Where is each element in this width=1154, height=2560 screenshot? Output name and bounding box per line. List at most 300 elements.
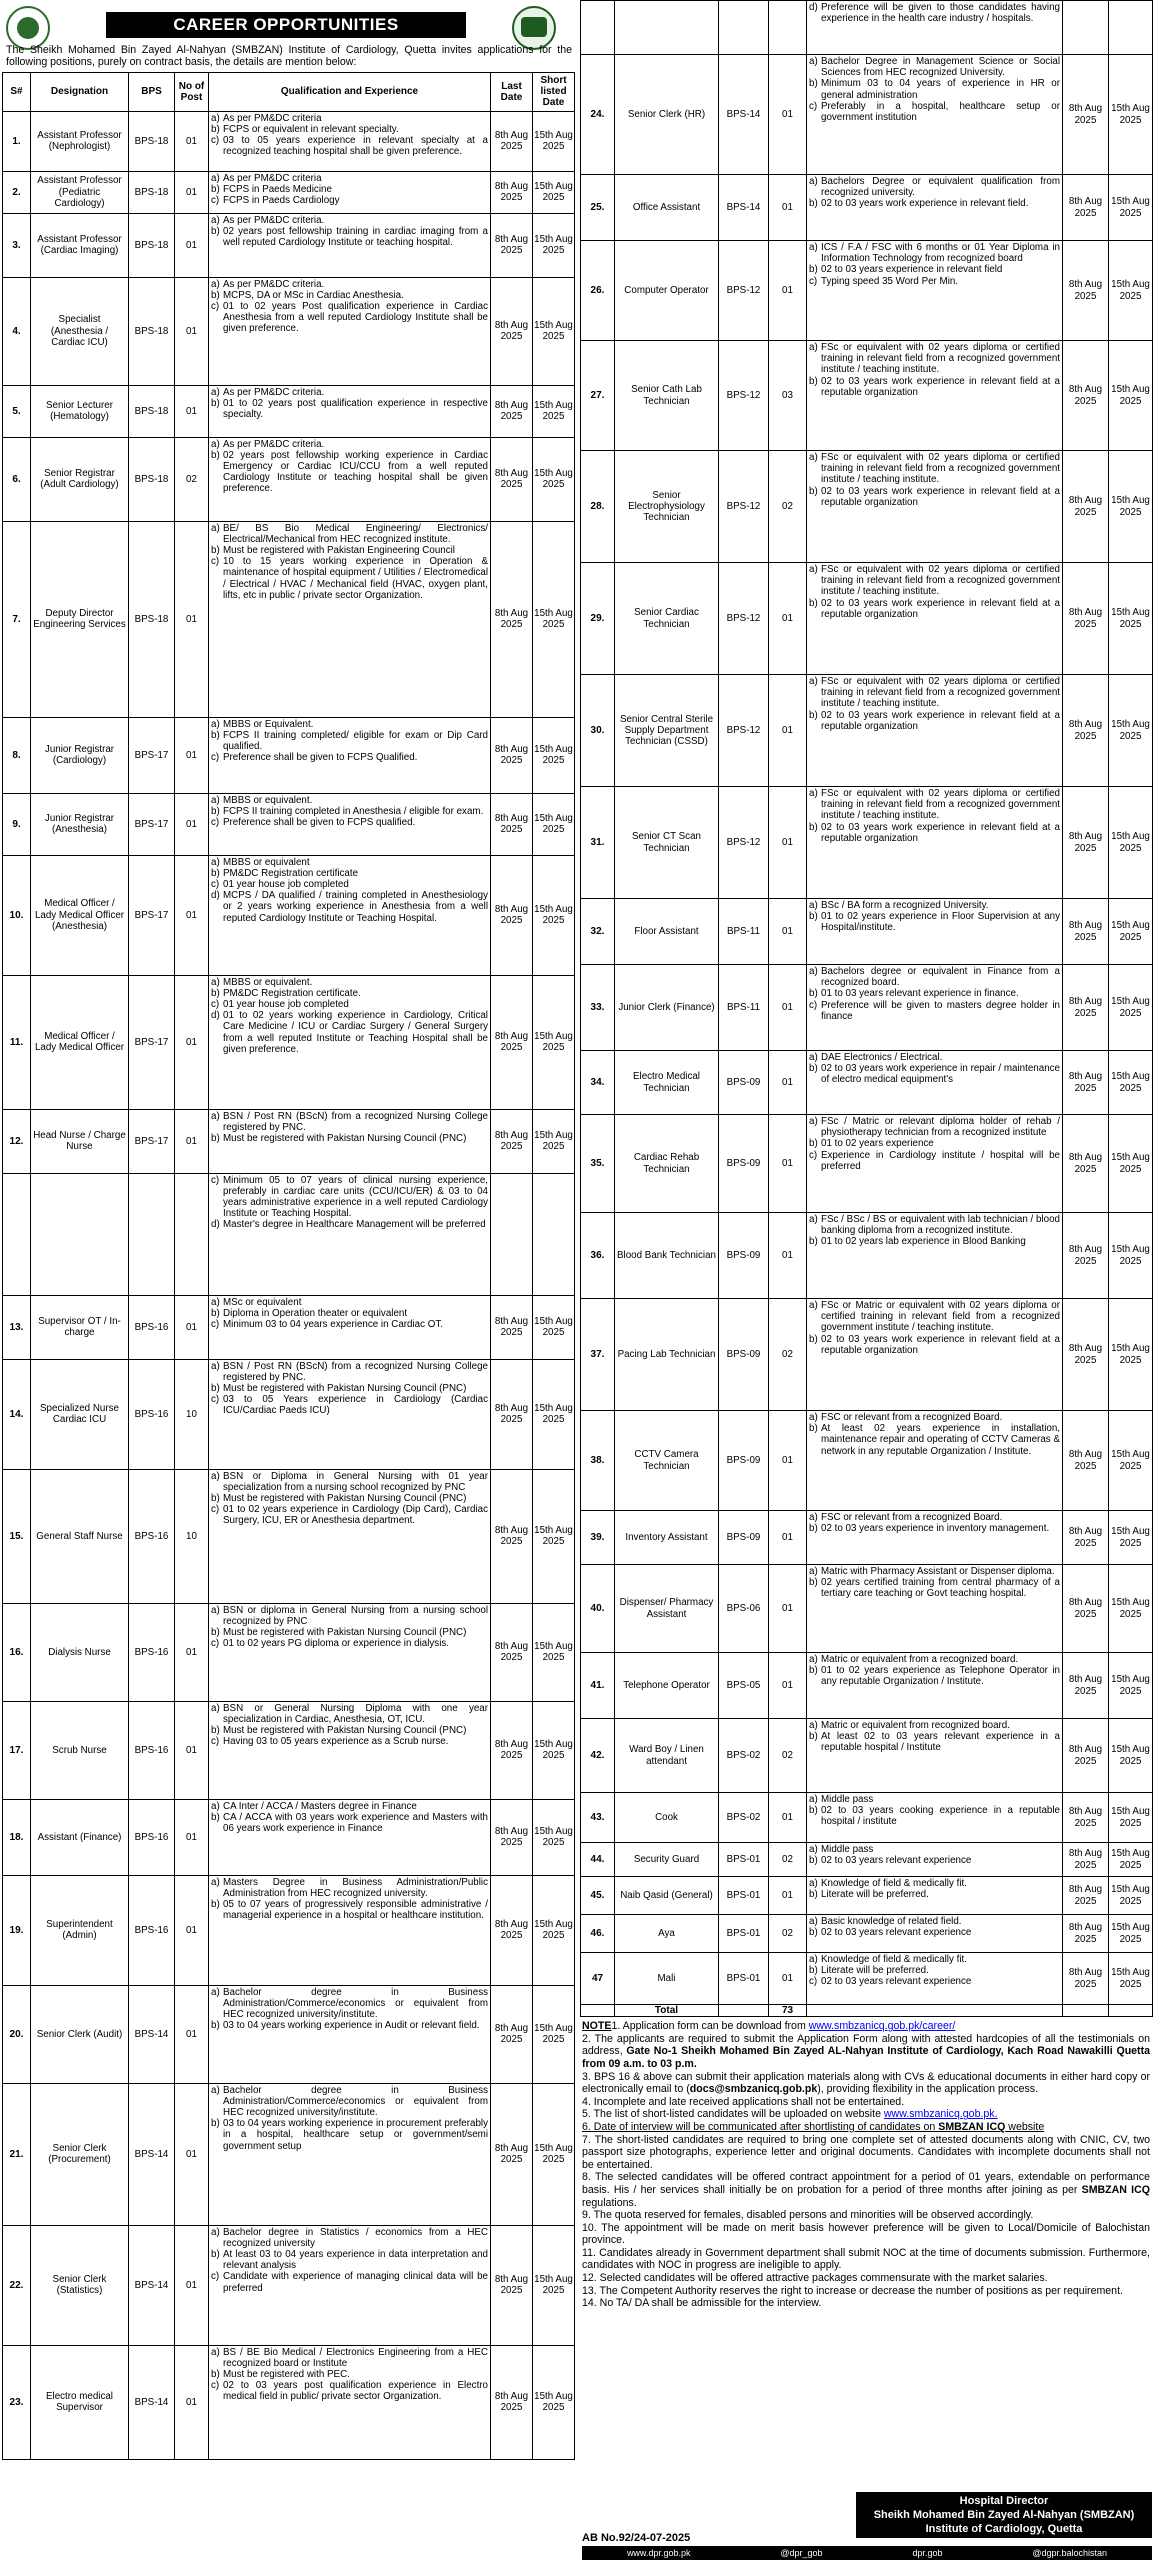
footer-facebook[interactable]: @dgpr.balochistan bbox=[1032, 2548, 1108, 2558]
jobs-table-body bbox=[581, 1, 1153, 2005]
qualification-item bbox=[809, 564, 1060, 598]
post-count: 01 bbox=[769, 965, 807, 1051]
item-text: Must be registered with Pakistan Nursing Council (PNC) bbox=[223, 1133, 467, 1145]
item-letter: b) bbox=[809, 1236, 818, 1248]
post-count: 01 bbox=[769, 1877, 807, 1915]
item-letter: a) bbox=[211, 2226, 220, 2238]
table-row bbox=[581, 1565, 1153, 1653]
qualification-item bbox=[809, 486, 1060, 508]
item-text: FCPS or equivalent in relevant specialty. bbox=[223, 123, 399, 135]
footer-instagram[interactable]: dpr.gob bbox=[912, 2548, 943, 2558]
qualification-item bbox=[211, 2249, 488, 2271]
table-row bbox=[3, 1875, 575, 1985]
serial-number: 24. bbox=[581, 55, 615, 175]
item-text: BSN or diploma in General Nursing from a nursing school recognized by PNC bbox=[223, 1604, 488, 1627]
designation: Supervisor OT / In-charge bbox=[31, 1295, 129, 1359]
shortlisted-date: 15th Aug 2025 bbox=[1109, 563, 1153, 675]
bps-grade: BPS-02 bbox=[719, 1793, 769, 1843]
item-text: At least 02 years experience in installation, maintenance repair and operating of CCTV Cameras & network in any reputable Organization / Institute. bbox=[821, 1423, 1060, 1457]
jobs-table-right bbox=[580, 0, 1153, 2017]
qualification bbox=[807, 241, 1063, 341]
note-5: 5. The list of short-listed candidates will be uploaded on website www.smbzanicq.gob.pk. bbox=[582, 2108, 998, 2121]
qualification-item bbox=[809, 1954, 1060, 1965]
item-letter: c) bbox=[211, 999, 220, 1011]
qualification-item bbox=[211, 2085, 488, 2119]
designation: Senior CT Scan Technician bbox=[615, 787, 719, 899]
qualification-item bbox=[809, 1976, 1060, 1987]
table-row bbox=[581, 55, 1153, 175]
qualification-item bbox=[211, 1308, 488, 1319]
item-letter: a) bbox=[809, 1654, 818, 1665]
item-letter: b) bbox=[211, 225, 220, 237]
last-date: 8th Aug 2025 bbox=[1063, 1051, 1109, 1115]
item-letter: c) bbox=[809, 100, 818, 112]
qualification bbox=[209, 1359, 491, 1469]
designation: Telephone Operator bbox=[615, 1653, 719, 1719]
qualification bbox=[209, 1799, 491, 1875]
table-row bbox=[3, 1359, 575, 1469]
post-count: 01 bbox=[769, 675, 807, 787]
item-text: 02 years post fellowship training in cardiac imaging from a well reputed Cardiology Institute or teaching hospital. bbox=[223, 225, 488, 249]
item-text: Must be registered with Pakistan Nursing Council (PNC) bbox=[223, 1383, 467, 1395]
table-row bbox=[3, 1799, 575, 1875]
serial-number: 2. bbox=[3, 171, 31, 213]
note-14: 14. No TA/ DA shall be admissible for the interview. bbox=[582, 2297, 822, 2310]
qualification bbox=[209, 1701, 491, 1799]
post-count: 01 bbox=[175, 213, 209, 277]
designation: Senior Clerk (HR) bbox=[615, 55, 719, 175]
serial-number: 11. bbox=[3, 975, 31, 1109]
table-row bbox=[3, 717, 575, 793]
item-text: Bachelor degree in Statistics / economics from a HEC recognized university bbox=[223, 2226, 488, 2249]
qualification bbox=[209, 2225, 491, 2345]
item-letter: b) bbox=[211, 729, 220, 741]
last-date: 8th Aug 2025 bbox=[1063, 1877, 1109, 1915]
item-letter: b) bbox=[211, 123, 220, 135]
item-text: BSc / BA form a recognized University. bbox=[821, 900, 989, 911]
qualification-item bbox=[211, 1899, 488, 1921]
item-text: 03 to 05 years experience in relevant specialty at a recognized teaching hospital shall be given preference. bbox=[223, 135, 488, 158]
post-count bbox=[769, 1, 807, 55]
item-text: 02 to 03 years experience in inventory management. bbox=[821, 1523, 1050, 1535]
column-header: BPS bbox=[129, 73, 175, 112]
note-8: 8. The selected candidates will be offered contract appointment for a period of 01 years, extendable on performance basis. His / her services shall initially be on probation for a period of three months after joining as per SMBZAN ICQ regulations. bbox=[582, 2171, 1150, 2209]
shortlisted-date: 15th Aug 2025 bbox=[1109, 1213, 1153, 1299]
item-letter: c) bbox=[211, 1504, 220, 1516]
item-letter: b) bbox=[211, 805, 220, 817]
serial-number: 47 bbox=[581, 1953, 615, 2005]
item-text: 02 years certified training from central pharmacy of a tertiary care teaching or Govt teaching hospital. bbox=[821, 1577, 1060, 1600]
serial-number: 1. bbox=[3, 111, 31, 171]
qualification bbox=[209, 1985, 491, 2083]
designation: Aya bbox=[615, 1915, 719, 1953]
last-date: 8th Aug 2025 bbox=[1063, 1915, 1109, 1953]
shortlisted-date: 15th Aug 2025 bbox=[533, 793, 575, 855]
item-letter: a) bbox=[211, 112, 220, 124]
item-text: BS / BE Bio Medical / Electronics Engineering from a HEC recognized board or Institute bbox=[223, 2346, 488, 2369]
column-header: Short listed Date bbox=[533, 73, 575, 112]
item-text: Must be registered with Pakistan Nursing Council (PNC) bbox=[223, 1627, 467, 1639]
designation: Office Assistant bbox=[615, 175, 719, 241]
left-column bbox=[2, 0, 574, 2460]
qualification-item bbox=[211, 752, 488, 763]
item-text: MCPS / DA qualified / training completed in Anesthesiology or 2 years working experience in Anesthesia from a well reputed Cardiology Institute or Teaching Hospital. bbox=[223, 890, 488, 924]
item-letter: c) bbox=[211, 1736, 220, 1748]
serial-number: 29. bbox=[581, 563, 615, 675]
designation bbox=[615, 1, 719, 55]
item-letter: c) bbox=[211, 195, 220, 207]
item-text: 01 to 02 years lab experience in Blood Banking bbox=[821, 1236, 1026, 1248]
item-text: Knowledge of field & medically fit. bbox=[821, 1954, 967, 1965]
designation: Pacing Lab Technician bbox=[615, 1299, 719, 1411]
qualification-item bbox=[211, 730, 488, 752]
serial-number: 6. bbox=[3, 437, 31, 521]
item-letter: c) bbox=[809, 999, 818, 1011]
post-count: 01 bbox=[175, 975, 209, 1109]
item-letter: a) bbox=[809, 676, 818, 687]
footer-twitter[interactable]: @dpr_gob bbox=[780, 2548, 823, 2558]
note-3: 3. BPS 16 & above can submit their application materials along with CVs & educational documents in either hard copy or electronically email to (docs@smbzanicq.gob.pk), providing flexibility in the application process. bbox=[582, 2070, 1150, 2096]
item-text: 03 to 04 years working experience in procurement preferably in a hospital, healthcare setup or government/semi government setup bbox=[223, 2118, 488, 2152]
serial-number: 40. bbox=[581, 1565, 615, 1653]
designation: Ward Boy / Linen attendant bbox=[615, 1719, 719, 1793]
serial-number: 37. bbox=[581, 1299, 615, 1411]
item-letter: a) bbox=[809, 1412, 818, 1423]
table-row bbox=[581, 1877, 1153, 1915]
shortlisted-date: 15th Aug 2025 bbox=[1109, 341, 1153, 451]
item-text: Literate will be preferred. bbox=[821, 1965, 929, 1977]
qualification-item bbox=[211, 215, 488, 226]
shortlisted-date: 15th Aug 2025 bbox=[533, 2345, 575, 2459]
qualification bbox=[209, 1173, 491, 1295]
item-text: Basic knowledge of related field. bbox=[821, 1916, 962, 1927]
item-text: BSN or General Nursing Diploma with one year specialization in Cardiac, Anesthesia, OT, ICU. bbox=[223, 1702, 488, 1725]
column-header: No of Post bbox=[175, 73, 209, 112]
item-letter: b) bbox=[211, 1811, 220, 1823]
qualification-item bbox=[809, 1236, 1060, 1247]
qualification bbox=[209, 1875, 491, 1985]
item-letter: b) bbox=[211, 397, 220, 409]
item-letter: b) bbox=[211, 2020, 220, 2032]
item-letter: a) bbox=[809, 1300, 818, 1311]
post-count: 02 bbox=[769, 1299, 807, 1411]
table-row bbox=[581, 241, 1153, 341]
qualification bbox=[807, 1719, 1063, 1793]
post-count: 01 bbox=[175, 2345, 209, 2459]
item-letter: a) bbox=[211, 1360, 220, 1372]
serial-number: 21. bbox=[3, 2083, 31, 2225]
column-header: Designation bbox=[31, 73, 129, 112]
item-letter: d) bbox=[211, 890, 220, 902]
item-letter: a) bbox=[809, 564, 818, 575]
item-letter: a) bbox=[809, 966, 818, 977]
post-count: 01 bbox=[175, 2225, 209, 2345]
last-date: 8th Aug 2025 bbox=[1063, 1213, 1109, 1299]
shortlisted-date: 15th Aug 2025 bbox=[533, 2225, 575, 2345]
serial-number: 32. bbox=[581, 899, 615, 965]
column-header: Qualification and Experience bbox=[209, 73, 491, 112]
designation: Senior Electrophysiology Technician bbox=[615, 451, 719, 563]
shortlisted-date: 15th Aug 2025 bbox=[533, 1295, 575, 1359]
post-count: 01 bbox=[769, 1565, 807, 1653]
qualification bbox=[807, 1565, 1063, 1653]
note-12: 12. Selected candidates will be offered attractive packages commensurate with the market salaries. bbox=[582, 2272, 1048, 2285]
item-letter: b) bbox=[211, 987, 220, 999]
qualification-item bbox=[809, 1052, 1060, 1063]
post-count: 01 bbox=[769, 563, 807, 675]
qualification-item bbox=[809, 1720, 1060, 1731]
qualification-item bbox=[211, 439, 488, 450]
qualification bbox=[209, 437, 491, 521]
last-date: 8th Aug 2025 bbox=[1063, 241, 1109, 341]
qualification bbox=[807, 55, 1063, 175]
designation: Junior Registrar (Anesthesia) bbox=[31, 793, 129, 855]
qualification-item bbox=[211, 1219, 488, 1230]
post-count: 01 bbox=[175, 521, 209, 717]
post-count: 01 bbox=[175, 111, 209, 171]
item-text: 01 year house job completed bbox=[223, 879, 349, 891]
item-letter: b) bbox=[211, 1493, 220, 1505]
item-text: Typing speed 35 Word Per Min. bbox=[821, 275, 959, 287]
item-text: FSc or equivalent with 02 years diploma or certified training in relevant field from a recognized government institute / teaching institute. bbox=[821, 788, 1060, 822]
item-letter: b) bbox=[211, 449, 220, 461]
post-count: 01 bbox=[175, 277, 209, 385]
last-date: 8th Aug 2025 bbox=[491, 1799, 533, 1875]
last-date bbox=[491, 1173, 533, 1295]
item-letter: c) bbox=[211, 752, 220, 764]
item-text: FCPS in Paeds Medicine bbox=[223, 183, 332, 195]
serial-number: 26. bbox=[581, 241, 615, 341]
qualification-item bbox=[211, 1801, 488, 1812]
qualification-item bbox=[211, 1471, 488, 1493]
qualification-item bbox=[211, 1010, 488, 1055]
table-row bbox=[581, 1299, 1153, 1411]
table-row bbox=[581, 1793, 1153, 1843]
item-text: BSN / Post RN (BScN) from a recognized Nursing College registered by PNC. bbox=[223, 1360, 488, 1383]
shortlisted-date: 15th Aug 2025 bbox=[1109, 55, 1153, 175]
last-date: 8th Aug 2025 bbox=[491, 1359, 533, 1469]
qualification-item bbox=[809, 1731, 1060, 1753]
designation: Electro Medical Technician bbox=[615, 1051, 719, 1115]
qualification-item bbox=[211, 1605, 488, 1627]
bps-grade: BPS-16 bbox=[129, 1295, 175, 1359]
item-letter: b) bbox=[211, 1899, 220, 1911]
qualification-item bbox=[809, 988, 1060, 999]
designation: Floor Assistant bbox=[615, 899, 719, 965]
table-row bbox=[581, 1051, 1153, 1115]
post-count: 01 bbox=[769, 1953, 807, 2005]
shortlisted-date: 15th Aug 2025 bbox=[533, 1875, 575, 1985]
serial-number: 28. bbox=[581, 451, 615, 563]
last-date: 8th Aug 2025 bbox=[1063, 563, 1109, 675]
serial-number: 31. bbox=[581, 787, 615, 899]
shortlisted-date: 15th Aug 2025 bbox=[533, 1603, 575, 1701]
item-text: 02 to 03 years post qualification experience in Electro medical field in public/ private sector Organization. bbox=[223, 2380, 488, 2403]
item-letter: b) bbox=[809, 264, 818, 276]
item-text: FSC or relevant from a recognized Board. bbox=[821, 1412, 1003, 1423]
qualification-item bbox=[211, 113, 488, 124]
shortlisted-date: 15th Aug 2025 bbox=[1109, 1877, 1153, 1915]
qualification-item bbox=[809, 2, 1060, 24]
shortlisted-date: 15th Aug 2025 bbox=[533, 1469, 575, 1603]
bps-grade: BPS-14 bbox=[719, 175, 769, 241]
qualification-item bbox=[211, 1361, 488, 1383]
item-text: FSc or equivalent with 02 years diploma or certified training in relevant field from a recognized government institute / teaching institute. bbox=[821, 452, 1060, 486]
last-date: 8th Aug 2025 bbox=[1063, 965, 1109, 1051]
bps-grade: BPS-12 bbox=[719, 675, 769, 787]
item-text: DAE Electronics / Electrical. bbox=[821, 1052, 943, 1063]
shortlisted-date: 15th Aug 2025 bbox=[533, 1701, 575, 1799]
bps-grade: BPS-17 bbox=[129, 717, 175, 793]
signature-block bbox=[856, 2492, 1152, 2538]
bps-grade: BPS-18 bbox=[129, 171, 175, 213]
item-text: 02 to 03 years work experience in relevant field. bbox=[821, 198, 1029, 210]
qualification-item bbox=[809, 1063, 1060, 1085]
serial-number: 9. bbox=[3, 793, 31, 855]
item-letter: b) bbox=[211, 2369, 220, 2381]
item-letter: a) bbox=[809, 788, 818, 799]
bps-grade: BPS-09 bbox=[719, 1115, 769, 1213]
item-text: 02 to 03 years work experience in repair / maintenance of electro medical equipment's bbox=[821, 1063, 1060, 1086]
item-letter: b) bbox=[211, 1627, 220, 1639]
table-row bbox=[3, 171, 575, 213]
qualification-item bbox=[809, 1334, 1060, 1356]
item-letter: b) bbox=[809, 1665, 818, 1677]
qualification bbox=[807, 1411, 1063, 1511]
last-date: 8th Aug 2025 bbox=[1063, 787, 1109, 899]
qualification bbox=[807, 1213, 1063, 1299]
qualification-item bbox=[211, 226, 488, 248]
table-row bbox=[3, 1173, 575, 1295]
item-letter: a) bbox=[211, 1470, 220, 1482]
item-letter: a) bbox=[809, 1720, 818, 1731]
qualification bbox=[209, 855, 491, 975]
bps-grade: BPS-14 bbox=[129, 2225, 175, 2345]
item-text: MBBS or equivalent. bbox=[223, 794, 313, 806]
item-text: Preference will be given to masters degree holder in finance bbox=[821, 999, 1060, 1022]
post-count: 02 bbox=[769, 1719, 807, 1793]
last-date: 8th Aug 2025 bbox=[1063, 1653, 1109, 1719]
post-count: 01 bbox=[769, 1793, 807, 1843]
table-row bbox=[581, 1915, 1153, 1953]
item-letter: b) bbox=[809, 1523, 818, 1535]
item-letter: c) bbox=[809, 275, 818, 287]
designation: General Staff Nurse bbox=[31, 1469, 129, 1603]
item-text: As per PM&DC criteria bbox=[223, 172, 322, 184]
item-letter: c) bbox=[211, 2271, 220, 2283]
table-row bbox=[3, 2083, 575, 2225]
item-text: PM&DC Registration certificate. bbox=[223, 987, 361, 999]
qualification-item bbox=[809, 1214, 1060, 1236]
shortlisted-date: 15th Aug 2025 bbox=[1109, 1411, 1153, 1511]
qualification-item bbox=[809, 176, 1060, 198]
item-text: FCPS II training completed/ eligible for exam or Dip Card qualified. bbox=[223, 729, 488, 753]
serial-number: 41. bbox=[581, 1653, 615, 1719]
item-text: CA Inter / ACCA / Masters degree in Finance bbox=[223, 1800, 417, 1812]
intro-text: The Sheikh Mohamed Bin Zayed Al-Nahyan (SMBZAN) Institute of Cardiology, Quetta invites applications for the following positions, purely on contract basis, the details are mention below: bbox=[6, 44, 572, 68]
qualification-item bbox=[211, 1736, 488, 1747]
item-text: 02 to 03 years work experience in relevant field at a reputable organization bbox=[821, 375, 1060, 398]
qualification bbox=[807, 787, 1063, 899]
qualification bbox=[807, 341, 1063, 451]
career-link[interactable]: www.smbzanicq.gob.pk/career/ bbox=[808, 2020, 956, 2033]
bps-grade: BPS-02 bbox=[719, 1719, 769, 1793]
item-letter: c) bbox=[211, 135, 220, 147]
table-row bbox=[3, 437, 575, 521]
designation: Junior Registrar (Cardiology) bbox=[31, 717, 129, 793]
post-count: 02 bbox=[769, 1915, 807, 1953]
shortlisted-date: 15th Aug 2025 bbox=[1109, 1843, 1153, 1877]
qualification-item bbox=[211, 1319, 488, 1330]
email-link[interactable]: docs@smbzanicq.gob.pk bbox=[689, 2083, 818, 2096]
qualification-item bbox=[211, 301, 488, 335]
last-date: 8th Aug 2025 bbox=[491, 975, 533, 1109]
designation: Dialysis Nurse bbox=[31, 1603, 129, 1701]
qualification-item bbox=[809, 1412, 1060, 1423]
shortlisted-date: 15th Aug 2025 bbox=[533, 171, 575, 213]
designation: Senior Registrar (Adult Cardiology) bbox=[31, 437, 129, 521]
item-text: Diploma in Operation theater or equivalent bbox=[223, 1307, 408, 1319]
qualification-item bbox=[211, 719, 488, 730]
post-count: 10 bbox=[175, 1359, 209, 1469]
shortlisted-date: 15th Aug 2025 bbox=[533, 1109, 575, 1173]
qualification-item bbox=[809, 1577, 1060, 1599]
qualification bbox=[807, 965, 1063, 1051]
table-row bbox=[3, 1985, 575, 2083]
website-link[interactable]: www.smbzanicq.gob.pk. bbox=[883, 2108, 998, 2121]
serial-number: 13. bbox=[3, 1295, 31, 1359]
note-13: 13. The Competent Authority reserves the right to increase or decrease the number of positions as per requirement. bbox=[582, 2284, 1123, 2297]
designation: Medical Officer / Lady Medical Officer bbox=[31, 975, 129, 1109]
post-count bbox=[175, 1173, 209, 1295]
item-text: 01 to 02 years experience as Telephone Operator in any reputable Organization / Institute. bbox=[821, 1665, 1060, 1688]
table-row bbox=[3, 2225, 575, 2345]
item-letter: c) bbox=[211, 817, 220, 829]
serial-number: 30. bbox=[581, 675, 615, 787]
note-1: NOTE1. Application form can be download from www.smbzanicq.gob.pk/career/ bbox=[582, 2020, 956, 2033]
item-text: As per PM&DC criteria. bbox=[223, 278, 325, 290]
bps-grade: BPS-18 bbox=[129, 437, 175, 521]
shortlisted-date: 15th Aug 2025 bbox=[533, 437, 575, 521]
item-letter: b) bbox=[211, 545, 220, 557]
item-text: MBBS or Equivalent. bbox=[223, 718, 314, 730]
item-letter: c) bbox=[211, 556, 220, 568]
item-letter: b) bbox=[809, 988, 818, 1000]
shortlisted-date: 15th Aug 2025 bbox=[533, 1359, 575, 1469]
qualification-item bbox=[211, 2020, 488, 2031]
designation: Specialist (Anesthesia / Cardiac ICU) bbox=[31, 277, 129, 385]
qualification bbox=[807, 1511, 1063, 1565]
bps-grade: BPS-18 bbox=[129, 111, 175, 171]
post-count: 01 bbox=[769, 899, 807, 965]
last-date: 8th Aug 2025 bbox=[491, 1109, 533, 1173]
item-text: Matric or equivalent from recognized board. bbox=[821, 1720, 1010, 1731]
item-text: Bachelors degree or equivalent in Finance from a recognized board. bbox=[821, 966, 1060, 989]
last-date: 8th Aug 2025 bbox=[491, 171, 533, 213]
post-count: 01 bbox=[175, 1799, 209, 1875]
designation: Assistant (Finance) bbox=[31, 1799, 129, 1875]
qualification bbox=[209, 1469, 491, 1603]
item-letter: c) bbox=[211, 879, 220, 891]
item-letter: a) bbox=[211, 1604, 220, 1616]
footer-website[interactable]: www.dpr.gob.pk bbox=[626, 2548, 691, 2558]
item-text: 01 to 02 years working experience in Cardiology, Critical Care Medicine / ICU or Cardiac Surgery / General Surgery from a well reputed Institute or Teaching Hospital shall be given preference. bbox=[223, 1010, 488, 1055]
qualification bbox=[807, 1, 1063, 55]
bps-grade: BPS-12 bbox=[719, 241, 769, 341]
last-date: 8th Aug 2025 bbox=[491, 277, 533, 385]
last-date: 8th Aug 2025 bbox=[1063, 451, 1109, 563]
qualification-item bbox=[809, 1000, 1060, 1022]
